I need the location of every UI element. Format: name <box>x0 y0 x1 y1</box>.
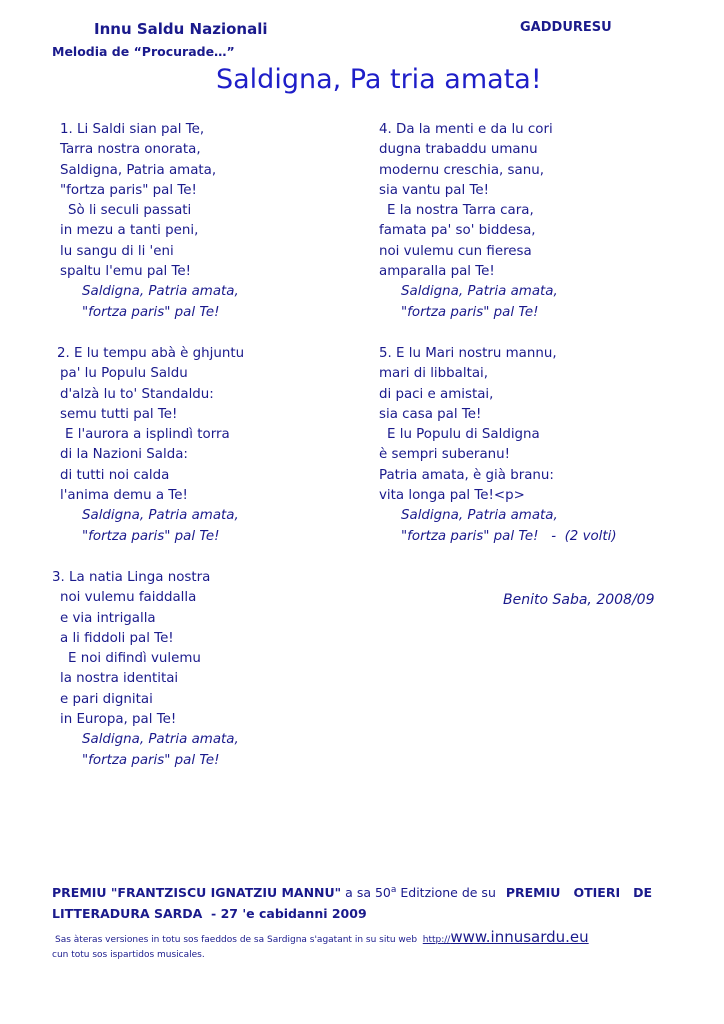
website-link-prefix: http:// <box>422 935 451 945</box>
verse-line: E la nostra Tarra cara, <box>387 203 534 219</box>
prize-connector: a <box>345 885 353 901</box>
anthem-title: Innu Saldu Nazionali <box>94 20 268 38</box>
verse-3 <box>52 568 239 771</box>
verse-line: 2. E lu tempu abà è ghjuntu <box>57 346 245 361</box>
verse-line: sia casa pal Te! <box>379 406 482 422</box>
website-note-text: Sas àteras versiones in totu sos faeddos de sa Sardigna s'agatant in su situ web <box>55 935 418 945</box>
refrain-line: Saldigna, Patria amata, <box>401 508 558 524</box>
verse-line: noi vulemu faiddalla <box>60 590 197 606</box>
prize-edition-sup: a <box>390 885 397 895</box>
verse-line: pa' lu Populu Saldu <box>60 366 188 382</box>
verse-line: sia vantu pal Te! <box>379 182 489 198</box>
verse-1 <box>60 120 239 323</box>
verse-line: amparalla pal Te! <box>379 264 495 280</box>
verse-line: semu tutti pal Te! <box>60 406 178 422</box>
verse-line: dugna trabaddu umanu <box>379 142 538 158</box>
prize-literature: LITTERADURA SARDA - 27 'e cabidanni 2009 <box>52 906 367 922</box>
website-link-domain: www.innusardu.eu <box>450 928 589 946</box>
verse-line: e via intrigalla <box>60 610 156 626</box>
verse-line: di la Nazioni Salda: <box>60 447 188 463</box>
verse-line: 3. La natia Linga nostra <box>52 570 211 585</box>
verse-line: lu sangu di li 'eni <box>60 243 174 259</box>
verse-line: Saldigna, Patria amata, <box>60 162 217 178</box>
prize-otieri: PREMIU OTIERI DE <box>505 885 653 901</box>
verse-line: E lu Populu di Saldigna <box>387 427 540 443</box>
verse-line: Tarra nostra onorata, <box>60 142 201 158</box>
prize-edition <box>357 885 496 900</box>
verse-line: vita longa pal Te!<p> <box>379 488 525 504</box>
verse-line: e pari dignitai <box>60 691 153 707</box>
refrain-line: Saldigna, Patria amata, <box>401 284 558 300</box>
verse-line: noi vulemu cun fieresa <box>379 243 532 259</box>
prize-name: PREMIU "FRANTZISCU IGNATZIU MANNU" <box>52 885 342 901</box>
prize-line-2 <box>52 903 652 924</box>
refrain-line: Saldigna, Patria amata, <box>82 284 239 300</box>
prize-edition-number: sa 50 <box>356 885 391 901</box>
prize-line-1 <box>52 880 652 903</box>
verse-4 <box>379 120 558 323</box>
prize-notice <box>52 880 652 924</box>
website-link[interactable] <box>422 928 589 946</box>
verse-line: mari di libbaltai, <box>379 366 489 382</box>
verse-line: 1. Li Saldi sian pal Te, <box>60 122 205 137</box>
verse-line: Patria amata, è già branu: <box>379 467 554 483</box>
verse-line: famata pa' so' biddesa, <box>379 223 536 239</box>
website-note-line-1 <box>52 930 589 948</box>
verse-line: la nostra identitai <box>60 671 179 687</box>
verse-line: d'alzà lu to' Standaldu: <box>60 386 214 402</box>
website-note <box>52 930 589 963</box>
verse-line: a li fiddoli pal Te! <box>60 630 174 646</box>
author-signature: Benito Saba, 2008/09 <box>503 592 655 608</box>
verse-line: spaltu l'emu pal Te! <box>60 264 192 280</box>
verse-5 <box>379 344 617 547</box>
verse-line: di tutti noi calda <box>60 467 170 483</box>
refrain-line: "fortza paris" pal Te! <box>82 752 220 768</box>
website-note-line-2: cun totu sos ispartidos musicales. <box>52 950 205 960</box>
verse-line: l'anima demu a Te! <box>60 488 188 504</box>
refrain-line: "fortza paris" pal Te! - (2 volti) <box>401 528 617 544</box>
verse-line: Sò li seculi passati <box>68 203 192 219</box>
verse-line: è sempri suberanu! <box>379 447 510 463</box>
melody-subtitle: Melodia de “Procurade…” <box>52 44 235 59</box>
verse-line: 5. E lu Mari nostru mannu, <box>379 346 557 361</box>
song-title: Saldigna, Pa tria amata! <box>216 64 542 95</box>
prize-edition-text: Editzione de su <box>396 885 496 901</box>
verse-line: in mezu a tanti peni, <box>60 223 199 239</box>
verse-line: E l'aurora a isplindì torra <box>65 427 230 443</box>
refrain-line: "fortza paris" pal Te! <box>82 528 220 544</box>
verse-line: in Europa, pal Te! <box>60 712 177 728</box>
refrain-line: "fortza paris" pal Te! <box>82 304 220 320</box>
verse-line: di paci e amistai, <box>379 386 494 402</box>
verse-2 <box>57 344 244 547</box>
refrain-line: Saldigna, Patria amata, <box>82 732 239 748</box>
refrain-line: Saldigna, Patria amata, <box>82 508 239 524</box>
refrain-line: "fortza paris" pal Te! <box>401 304 539 320</box>
verse-line: "fortza paris" pal Te! <box>60 182 197 198</box>
verse-line: modernu creschia, sanu, <box>379 162 544 178</box>
verse-line: E noi difindì vulemu <box>68 651 201 667</box>
language-label: GADDURESU <box>520 20 612 35</box>
verse-line: 4. Da la menti e da lu cori <box>379 122 553 137</box>
